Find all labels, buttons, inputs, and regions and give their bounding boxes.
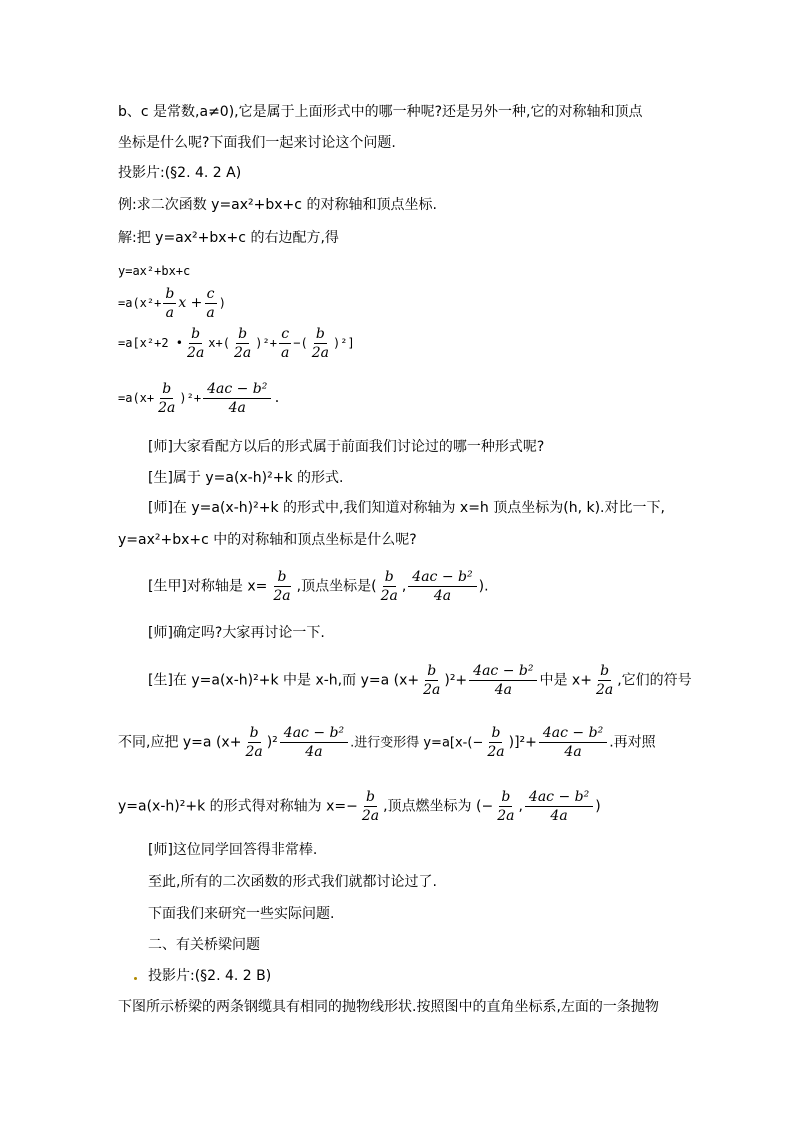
dialogue-text: 不同,应把 y=a (x+ [118,734,242,751]
dialogue-text: , [401,578,407,595]
equation-1 [118,285,226,322]
dialogue-text: [生甲]对称轴是 x= [148,578,268,595]
paragraph-line-2: 坐标是什么呢?下面我们一起来讨论这个问题. [118,135,396,151]
equation-1-suffix: ) [218,296,226,310]
equation-2-prefix: =a[x²+2 • [118,336,184,350]
fraction-numerator: 4ac − b² [525,788,593,807]
fraction-numerator: b [249,725,259,741]
equation-1-prefix: =a(x²+ [118,296,162,310]
equation-2-text: )²+ [255,336,277,350]
equation-3-mid: )²+ [179,391,202,405]
fraction-numerator: b [315,326,325,342]
fraction-numerator: c [206,286,215,302]
dialogue-text: ,顶点燃坐标为 (− [383,798,494,815]
dialogue-teacher-4: [师]这位同学回答得非常棒. [148,842,318,858]
fraction-numerator: b [501,789,511,805]
fraction-numerator: b [600,663,610,679]
fraction-numerator: b [491,725,501,741]
problem-statement: 下图所示桥梁的两条钢缆具有相同的抛物线形状.按照图中的直角坐标系,左面的一条抛物 [118,999,659,1015]
fraction-numerator: 4ac − b² [203,380,271,399]
dialogue-text: )]²+ [508,734,537,751]
fraction-denominator: a [165,305,175,321]
fraction-numerator: b [427,663,437,679]
dialogue-student-2-cont [118,724,656,761]
transition-line: 下面我们来研究一些实际问题. [148,906,335,922]
dialogue-text: ) [595,798,601,815]
fraction-denominator: 2a [380,588,398,604]
fraction-denominator: 2a [158,400,176,416]
fraction-numerator: 4ac − b² [539,724,607,743]
dialogue-text: y=a(x-h)²+k 的形式得对称轴为 x=− [118,798,358,815]
fraction-denominator: 2a [361,808,380,824]
fraction-numerator: b [365,789,375,805]
fraction-numerator: 4ac − b² [408,568,476,587]
fraction-numerator: b [384,569,394,585]
dialogue-teacher-2-cont: y=ax²+bx+c 中的对称轴和顶点坐标是什么呢? [118,532,417,548]
example-statement: 例:求二次函数 y=ax²+bx+c 的对称轴和顶点坐标. [118,197,437,213]
projection-label-2: 投影片:(§2. 4. 2 B) [148,968,272,984]
fraction-denominator: 4a [550,808,568,824]
fraction-numerator: 4ac − b² [280,724,348,743]
fraction-denominator: 2a [245,744,263,760]
dialogue-text: .再对照 [609,734,656,751]
solution-intro: 解:把 y=ax²+bx+c 的右边配方,得 [118,230,339,246]
margin-dot-marker [134,977,137,980]
fraction-denominator: 4a [228,400,246,416]
dialogue-text: 中是 x+ [539,672,592,689]
fraction-numerator: b [165,286,175,302]
dialogue-text: .进行变形得 y=a[x-(− [350,735,484,751]
dialogue-text: )²+ [444,672,468,689]
fraction-denominator: 2a [187,345,205,361]
dialogue-text: , [518,798,523,815]
dialogue-teacher-2: [师]在 y=a(x-h)²+k 的形式中,我们知道对称轴为 x=h 顶点坐标为(h, k).对比一下, [148,500,665,516]
equation-3-prefix: =a(x+ [118,391,155,405]
dialogue-teacher-3: [师]确定吗?大家再讨论一下. [148,625,325,641]
fraction-numerator: 4ac − b² [469,662,537,681]
fraction-denominator: 2a [311,345,330,361]
equation-1-mid: x + [178,295,203,311]
fraction-denominator: 4a [564,744,582,760]
dialogue-teacher-1: [师]大家看配方以后的形式属于前面我们讨论过的哪一种形式呢? [148,439,545,455]
fraction-denominator: 4a [433,588,452,604]
dialogue-text: ). [478,578,489,595]
dialogue-student-2-end [118,788,601,825]
fraction-numerator: b [274,568,291,587]
dialogue-text: [生]在 y=a(x-h)²+k 中是 x-h,而 y=a (x+ [148,672,420,689]
paragraph-line-1: b、c 是常数,a≠0),它是属于上面形式中的哪一种呢?还是另外一种,它的对称轴和顶点 [118,104,643,120]
equation-2-text: x+( [208,336,230,350]
fraction-denominator: 2a [595,682,614,698]
equation-3 [118,380,281,417]
dialogue-student-2 [148,662,692,699]
fraction-denominator: 2a [487,744,505,760]
fraction-denominator: 2a [273,588,291,604]
equation-2-text: −( [293,336,308,350]
dialogue-text: ,它们的符号 [617,672,692,689]
fraction-denominator: 4a [305,744,323,760]
dialogue-student-1: [生]属于 y=a(x-h)²+k 的形式. [148,470,344,486]
equation-3-suffix: . [273,391,281,405]
projection-label: 投影片:(§2. 4. 2 A) [118,165,242,181]
dialogue-text: ,顶点坐标是( [296,578,377,595]
fraction-numerator: b [191,326,201,342]
dialogue-student-a [148,568,489,605]
section-heading: 二、有关桥梁问题 [148,937,260,953]
dialogue-text: )² [266,734,278,751]
fraction-denominator: 2a [497,808,515,824]
fraction-denominator: 2a [423,682,441,698]
equation-2 [118,325,355,362]
fraction-denominator: 4a [494,682,512,698]
equation-0: y=ax²+bx+c [118,264,191,278]
fraction-numerator: b [238,326,248,342]
fraction-numerator: c [281,326,290,342]
fraction-numerator: b [162,381,172,397]
summary-line: 至此,所有的二次函数的形式我们就都讨论过了. [148,874,437,890]
fraction-denominator: 2a [233,345,252,361]
fraction-denominator: a [280,345,290,361]
equation-2-suffix: )²] [333,336,355,350]
fraction-denominator: a [206,305,215,321]
